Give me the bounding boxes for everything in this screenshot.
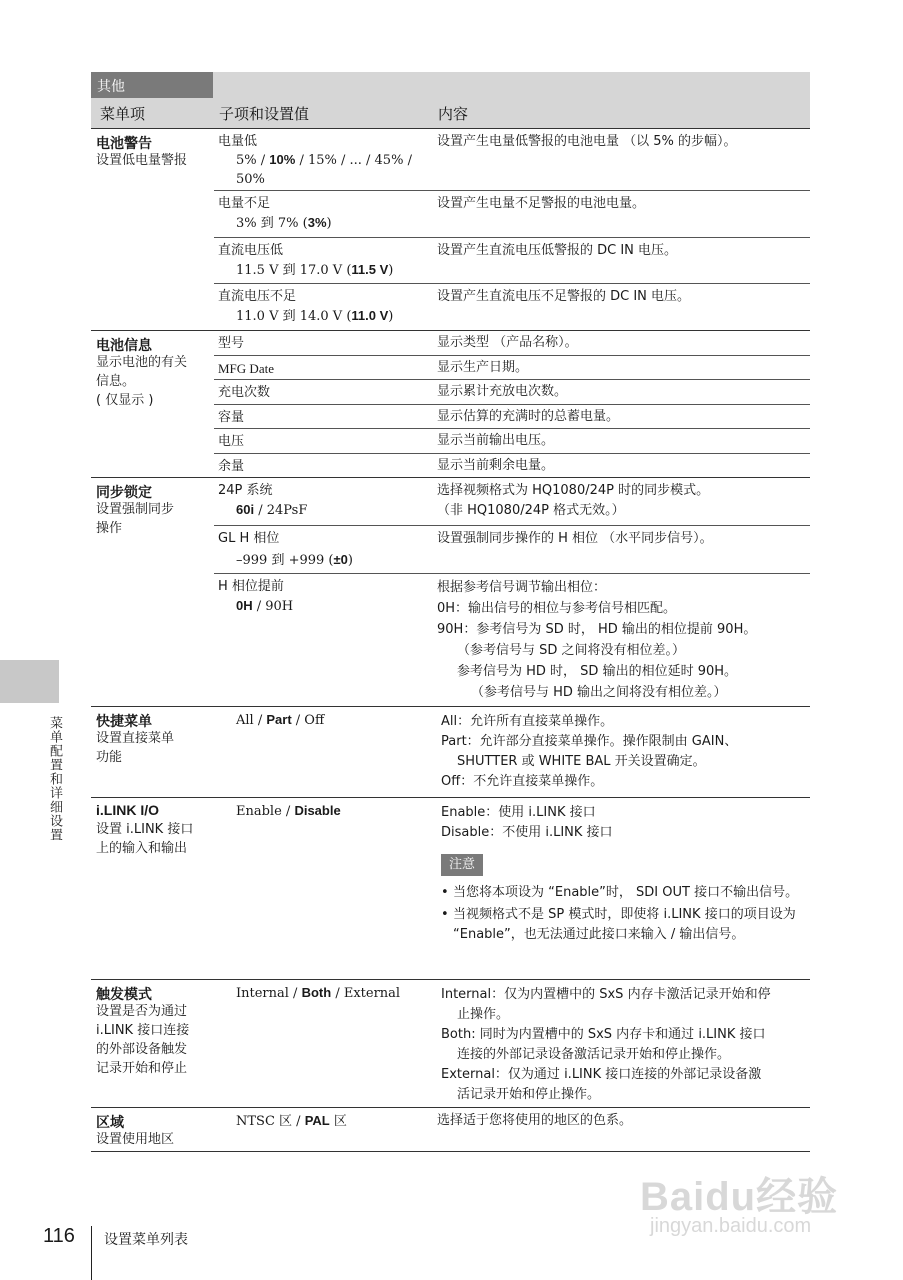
- section-desc-line: 信息。: [96, 374, 136, 389]
- content-line: 根据参考信号调节输出相位：: [437, 580, 607, 595]
- section-desc-line: 的外部设备触发: [96, 1042, 188, 1057]
- table-row: [214, 574, 810, 707]
- sub-item-values: [236, 500, 426, 520]
- table-row: [214, 331, 810, 356]
- default-value: 60i: [236, 502, 255, 517]
- value-text: 3% 到 7% (: [236, 216, 308, 231]
- content-line: 活记录开始和停止操作。: [457, 1087, 601, 1102]
- sub-item-content: 设置产生直流电压不足警报的 DC IN 电压。: [437, 289, 691, 304]
- sub-item-content: [437, 481, 809, 521]
- content-line: All：允许所有直接菜单操作。: [441, 714, 614, 729]
- sub-item-content: [441, 712, 813, 792]
- sub-item-values: [236, 213, 426, 233]
- sub-item-content: 显示估算的充满时的总蓄电量。: [437, 409, 620, 424]
- content-line: 选择视频格式为 HQ1080/24P 时的同步模式。: [437, 483, 710, 498]
- default-value: Disable: [294, 803, 341, 818]
- content-line: 90H：参考信号为 SD 时， HD 输出的相位提前 90H。: [437, 622, 757, 637]
- sub-item-values: [236, 983, 436, 1003]
- section-title: 区域: [96, 1115, 124, 1131]
- section-desc-line: 设置直接菜单: [96, 731, 175, 746]
- sub-item-name: 直流电压不足: [218, 289, 297, 304]
- section-desc: 设置使用地区: [96, 1132, 175, 1147]
- sub-item-content: [441, 803, 813, 945]
- sub-item-name: 余量: [218, 459, 245, 474]
- sub-item-name: GL H 相位: [218, 531, 280, 546]
- chapter-side-label: 菜单配置和详细设置: [47, 716, 62, 842]
- section-desc-line: 设置强制同步: [96, 502, 175, 517]
- sub-item-content: 设置产生电量低警报的电池电量 （以 5% 的步幅）。: [437, 134, 737, 149]
- sub-item-name: H 相位提前: [218, 579, 284, 594]
- sub-item-name: 电压: [218, 434, 245, 449]
- section-title: 触发模式: [96, 987, 152, 1003]
- table-row: [214, 238, 810, 284]
- value-text: ): [347, 553, 353, 568]
- sub-item-values: [236, 150, 426, 189]
- default-value: 3%: [307, 215, 327, 230]
- value-text: ): [388, 263, 394, 278]
- table-row: [214, 405, 810, 429]
- sub-item-values: [236, 550, 426, 570]
- sub-item-content: 显示当前剩余电量。: [437, 458, 555, 473]
- sub-item-name: 电量不足: [218, 196, 271, 211]
- sub-item-content: [437, 577, 809, 703]
- sub-item-content: 显示当前输出电压。: [437, 433, 555, 448]
- content-line: Off：不允许直接菜单操作。: [441, 774, 604, 789]
- section-desc-line: 记录开始和停止: [96, 1061, 188, 1076]
- value-text: Internal /: [236, 986, 302, 1001]
- default-value: 10%: [269, 152, 296, 167]
- content-line: Internal：仅为内置槽中的 SxS 内存卡激活记录开始和停: [441, 987, 771, 1002]
- column-header-content: 内容: [438, 105, 469, 123]
- default-value: 11.0 V: [351, 308, 389, 323]
- footer-title: 设置菜单列表: [104, 1232, 188, 1248]
- section-title: i.LINK I/O: [96, 802, 159, 818]
- column-header-menu: 菜单项: [100, 105, 146, 123]
- section-title: 电池信息: [96, 338, 152, 354]
- sub-item-values: [236, 596, 426, 616]
- sub-item-values: [236, 801, 436, 821]
- content-line: Part：允许部分直接菜单操作。操作限制由 GAIN、: [441, 734, 738, 749]
- value-text: / 15% / ... / 45% /: [295, 153, 412, 168]
- sub-item-content: 设置产生电量不足警报的电池电量。: [437, 196, 646, 211]
- category-tab: 其他: [91, 72, 213, 98]
- content-line: External：仅为通过 i.LINK 接口连接的外部记录设备激: [441, 1067, 762, 1082]
- page-number: 116: [43, 1225, 75, 1247]
- sub-item-name: 型号: [218, 336, 245, 351]
- table-row: [214, 356, 810, 380]
- column-header-sub: 子项和设置值: [219, 105, 310, 123]
- section-desc-line: 显示电池的有关: [96, 355, 188, 370]
- section-desc: 设置低电量警报: [96, 153, 188, 168]
- content-line: （参考信号与 SD 之间将没有相位差。）: [457, 643, 686, 658]
- value-text: ): [388, 309, 394, 324]
- section-ilink-io: [91, 798, 810, 980]
- section-desc-line: 设置 i.LINK 接口: [96, 822, 194, 837]
- default-value: ±0: [333, 552, 348, 567]
- section-desc: [96, 353, 206, 410]
- section-title: 电池警告: [96, 136, 152, 152]
- value-text: –999 到 +999 (: [236, 553, 334, 568]
- section-title: 快捷菜单: [96, 714, 152, 730]
- section-genlock: [91, 478, 810, 707]
- default-value: 0H: [236, 598, 253, 613]
- sub-item-name: 电量低: [218, 134, 258, 149]
- table-row: [214, 429, 810, 454]
- watermark-logo: Baidu经验: [640, 1175, 839, 1219]
- default-value: 11.5 V: [351, 262, 389, 277]
- sub-item-content: 显示类型 （产品名称）。: [437, 335, 578, 350]
- section-region: [91, 1108, 810, 1152]
- section-desc: [96, 500, 206, 538]
- section-desc-line: ( 仅显示 ): [96, 393, 154, 408]
- section-battery-info: [91, 331, 810, 478]
- content-line: （非 HQ1080/24P 格式无效。）: [437, 503, 625, 518]
- default-value: Both: [301, 985, 332, 1000]
- value-text: 11.5 V 到 17.0 V (: [236, 263, 352, 278]
- value-text: 5% /: [236, 153, 270, 168]
- content-line: （参考信号与 HD 输出之间将没有相位差。）: [471, 685, 727, 700]
- section-desc-line: 上的输入和输出: [96, 841, 188, 856]
- value-text: 区: [329, 1114, 347, 1129]
- table-row: [214, 478, 810, 526]
- sub-item-content: 设置强制同步操作的 H 相位 （水平同步信号）。: [437, 531, 713, 546]
- section-desc-line: 设置是否为通过: [96, 1004, 188, 1019]
- section-battery-alarm: [91, 129, 810, 331]
- sub-item-values: [236, 710, 436, 730]
- section-trigger-mode: [91, 980, 810, 1108]
- table-row: [214, 526, 810, 574]
- sub-item-values: [236, 260, 426, 280]
- content-line: SHUTTER 或 WHITE BAL 开关设置确定。: [457, 754, 706, 769]
- table-row: [214, 380, 810, 405]
- sub-item-name: 24P 系统: [218, 483, 273, 498]
- value-text: All /: [236, 713, 267, 728]
- value-text: 11.0 V 到 14.0 V (: [236, 309, 352, 324]
- section-shortcut-menu: [91, 707, 810, 798]
- content-line: 止操作。: [457, 1007, 510, 1022]
- section-desc-line: i.LINK 接口连接: [96, 1023, 190, 1038]
- default-value: Part: [266, 712, 292, 727]
- table-row: [214, 129, 810, 191]
- value-text: ): [326, 216, 332, 231]
- footer-divider: [91, 1226, 92, 1280]
- section-desc-line: 操作: [96, 521, 123, 536]
- section-title: 同步锁定: [96, 485, 152, 501]
- baidu-watermark: [640, 1165, 870, 1245]
- sub-item-name: 充电次数: [218, 385, 271, 400]
- content-line: 参考信号为 HD 时， SD 输出的相位延时 90H。: [457, 664, 738, 679]
- note-label: 注意: [441, 854, 483, 876]
- sub-item-name: MFG Date: [218, 361, 274, 376]
- value-text: NTSC 区 /: [236, 1114, 305, 1129]
- sub-item-values: [236, 306, 426, 326]
- content-line: 0H：输出信号的相位与参考信号相匹配。: [437, 601, 677, 616]
- section-desc: [96, 820, 206, 858]
- value-text: / Off: [291, 713, 325, 728]
- watermark-url: jingyan.baidu.com: [650, 1215, 812, 1237]
- value-text: / External: [331, 986, 401, 1001]
- section-desc-line: 功能: [96, 750, 123, 765]
- sub-item-content: 选择适于您将使用的地区的色系。: [437, 1113, 633, 1128]
- sub-item-content: 设置产生直流电压低警报的 DC IN 电压。: [437, 243, 678, 258]
- sub-item-content: 显示生产日期。: [437, 360, 529, 375]
- value-text: Enable /: [236, 804, 295, 819]
- default-value: PAL: [304, 1113, 330, 1128]
- content-line: Disable：不使用 i.LINK 接口: [441, 825, 613, 840]
- sub-item-content: [441, 985, 813, 1105]
- table-row: [214, 454, 810, 478]
- sub-item-content: 显示累计充放电次数。: [437, 384, 568, 399]
- table-row: [214, 191, 810, 238]
- chapter-side-tab: [0, 660, 59, 703]
- note-item: • 当视频格式不是 SP 模式时，即使将 i.LINK 接口的项目设为 “Enable”，也无法通过此接口来输入 / 输出信号。: [441, 905, 813, 945]
- table-row: [214, 284, 810, 331]
- section-desc: [96, 729, 206, 767]
- content-line: 连接的外部记录设备激活记录开始和停止操作。: [457, 1047, 731, 1062]
- sub-item-name: 直流电压低: [218, 243, 284, 258]
- value-text: / 24PsF: [254, 503, 308, 518]
- content-line: Enable：使用 i.LINK 接口: [441, 805, 596, 820]
- sub-item-values: [236, 1111, 436, 1131]
- sub-item-name: 容量: [218, 410, 245, 425]
- note-item: • 当您将本项设为 “Enable”时， SDI OUT 接口不输出信号。: [441, 883, 813, 903]
- section-desc: [96, 1002, 206, 1078]
- value-text: / 90H: [252, 599, 294, 614]
- value-text: 50%: [236, 172, 265, 187]
- content-line: Both: 同时为内置槽中的 SxS 内存卡和通过 i.LINK 接口: [441, 1027, 766, 1042]
